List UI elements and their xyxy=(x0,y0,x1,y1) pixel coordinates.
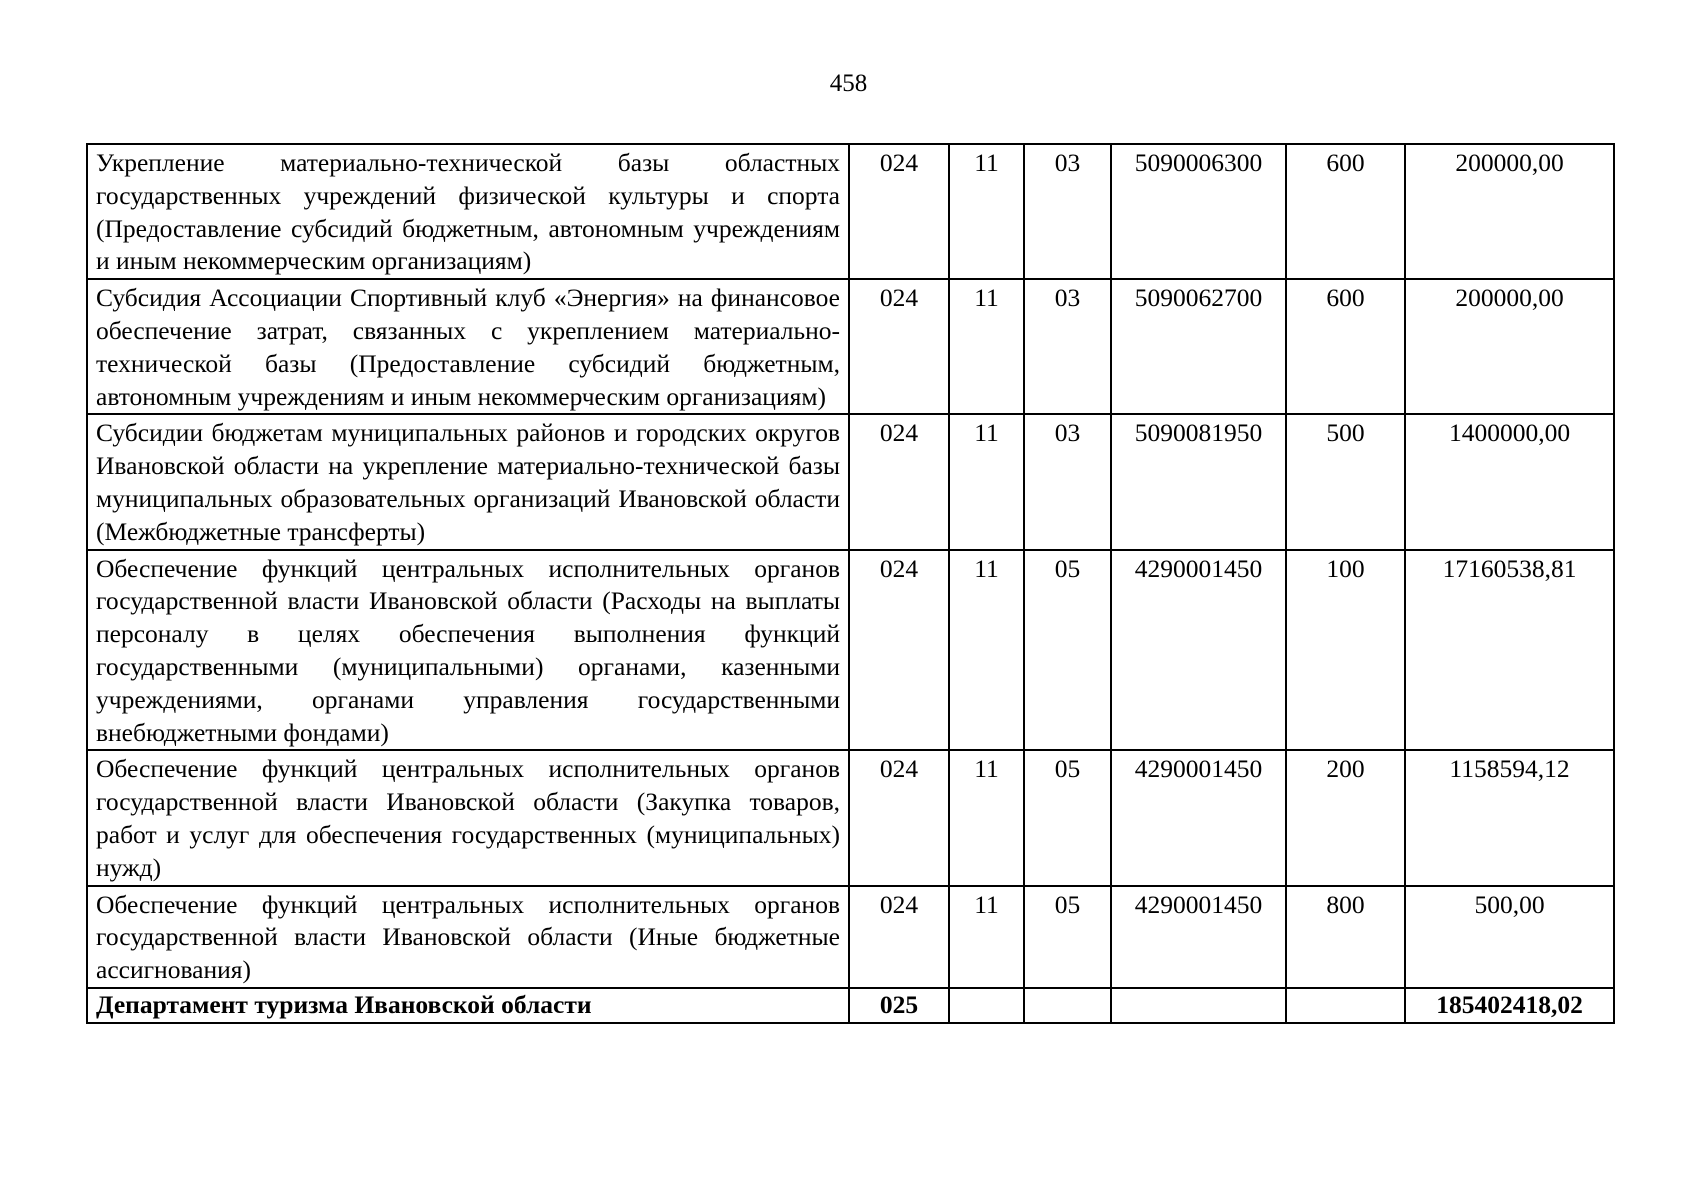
budget-table xyxy=(86,143,1615,1024)
row-description: Обеспечение функций центральных исполнительных органов государственной власти Ивановской области (Закупка товаров, работ и услуг для обеспечения государственных (муниципальных) нужд) xyxy=(87,750,849,885)
row-description: Субсидии бюджетам муниципальных районов и городских округов Ивановской области на укрепление материально-технической базы муниципальных образовательных организаций Ивановской области (Межбюджетные трансферты) xyxy=(87,414,849,549)
row-target-article: 5090062700 xyxy=(1111,279,1286,414)
row-section: 11 xyxy=(949,550,1024,751)
total-grbs: 025 xyxy=(849,988,949,1023)
row-amount: 200000,00 xyxy=(1405,144,1614,279)
row-expense-type: 100 xyxy=(1286,550,1405,751)
row-subsection: 03 xyxy=(1024,279,1111,414)
row-target-article: 5090006300 xyxy=(1111,144,1286,279)
row-description: Укрепление материально-технической базы областных государственных учреждений физической культуры и спорта (Предоставление субсидий бюджетным, автономным учреждениям и иным некоммерческим организациям) xyxy=(87,144,849,279)
row-section: 11 xyxy=(949,279,1024,414)
row-description: Обеспечение функций центральных исполнительных органов государственной власти Ивановской области (Иные бюджетные ассигнования) xyxy=(87,886,849,988)
row-section: 11 xyxy=(949,750,1024,885)
row-target-article: 4290001450 xyxy=(1111,750,1286,885)
table-row xyxy=(87,750,1614,885)
row-subsection: 05 xyxy=(1024,750,1111,885)
row-expense-type: 500 xyxy=(1286,414,1405,549)
row-description: Субсидия Ассоциации Спортивный клуб «Энергия» на финансовое обеспечение затрат, связанных с укреплением материально-технической базы (Предоставление субсидий бюджетным, автономным учреждениям и иным некоммерческим организациям) xyxy=(87,279,849,414)
total-target-article xyxy=(1111,988,1286,1023)
total-description: Департамент туризма Ивановской области xyxy=(87,988,849,1023)
total-row xyxy=(87,988,1614,1023)
row-section: 11 xyxy=(949,414,1024,549)
row-subsection: 05 xyxy=(1024,886,1111,988)
row-amount: 1400000,00 xyxy=(1405,414,1614,549)
row-subsection: 03 xyxy=(1024,144,1111,279)
total-subsection xyxy=(1024,988,1111,1023)
row-grbs: 024 xyxy=(849,886,949,988)
row-grbs: 024 xyxy=(849,550,949,751)
row-grbs: 024 xyxy=(849,414,949,549)
row-expense-type: 200 xyxy=(1286,750,1405,885)
table-body xyxy=(87,144,1614,1023)
row-expense-type: 800 xyxy=(1286,886,1405,988)
row-subsection: 05 xyxy=(1024,550,1111,751)
row-amount: 500,00 xyxy=(1405,886,1614,988)
row-amount: 1158594,12 xyxy=(1405,750,1614,885)
row-amount: 200000,00 xyxy=(1405,279,1614,414)
table-row xyxy=(87,550,1614,751)
row-expense-type: 600 xyxy=(1286,279,1405,414)
total-expense-type xyxy=(1286,988,1405,1023)
row-grbs: 024 xyxy=(849,279,949,414)
row-target-article: 4290001450 xyxy=(1111,550,1286,751)
table-row xyxy=(87,414,1614,549)
row-grbs: 024 xyxy=(849,750,949,885)
table-row xyxy=(87,279,1614,414)
row-expense-type: 600 xyxy=(1286,144,1405,279)
row-amount: 17160538,81 xyxy=(1405,550,1614,751)
row-section: 11 xyxy=(949,144,1024,279)
total-section xyxy=(949,988,1024,1023)
row-target-article: 4290001450 xyxy=(1111,886,1286,988)
row-target-article: 5090081950 xyxy=(1111,414,1286,549)
row-subsection: 03 xyxy=(1024,414,1111,549)
row-grbs: 024 xyxy=(849,144,949,279)
page-number: 458 xyxy=(829,70,868,97)
row-description: Обеспечение функций центральных исполнительных органов государственной власти Ивановской области (Расходы на выплаты персоналу в целях обеспечения выполнения функций государственными (муниципальными) органами, казенными учреждениями, органами управления государственными внебюджетными фондами) xyxy=(87,550,849,751)
table-row xyxy=(87,144,1614,279)
row-section: 11 xyxy=(949,886,1024,988)
total-amount: 185402418,02 xyxy=(1405,988,1614,1023)
table-row xyxy=(87,886,1614,988)
